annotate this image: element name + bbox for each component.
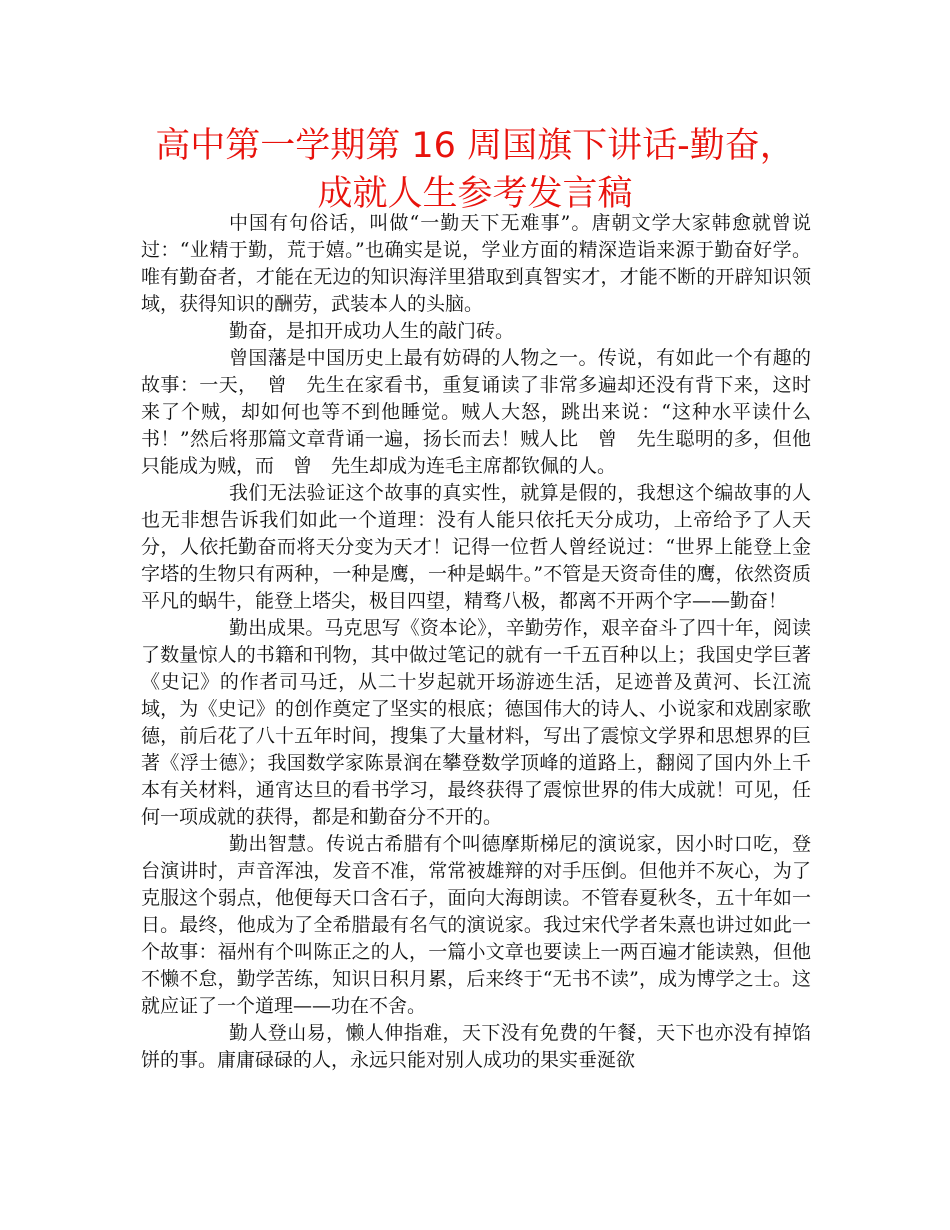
document-body	[141, 210, 811, 1074]
title-line-1: 高中第一学期第 16 周国旗下讲话-勤奋，	[155, 126, 795, 166]
paragraph: 勤人登山易，懒人伸指难，天下没有免费的午餐，天下也亦没有掉馅饼的事。庸庸碌碌的人，永远只能对别人成功的果实垂涎欲	[141, 1022, 811, 1071]
document-title	[140, 122, 810, 218]
paragraph: 勤奋，是扣开成功人生的敲门砖。	[229, 320, 515, 342]
paragraph: 曾国藩是中国历史上最有妨碍的人物之一。传说，有如此一个有趣的故事：一天， 曾 先生在家看书，重复诵读了非常多遍却还没有背下来，这时来了个贼，却如何也等不到他睡觉。贼人大怒，跳出来说：“这种水平读什么书！”然后将那篇文章背诵一遍，扬长而去！贼人比 曾 先生聪明的多，但他只能成为贼，而 曾 先生却成为连毛主席都钦佩的人。	[141, 347, 811, 477]
title-line-2: 成就人生参考发言稿	[317, 174, 633, 214]
paragraph: 勤出成果。马克思写《资本论》，辛勤劳作，艰辛奋斗了四十年，阅读了数量惊人的书籍和刊物，其中做过笔记的就有一千五百种以上；我国史学巨著《史记》的作者司马迁，从二十岁起就开场游迹生活，足迹普及黄河、长江流域，为《史记》的创作奠定了坚实的根底；德国伟大的诗人、小说家和戏剧家歌德，前后花了八十五年时间，搜集了大量材料，写出了震惊文学界和思想界的巨著《浮士德》；我国数学家陈景润在攀登数学顶峰的道路上，翻阅了国内外上千本有关材料，通宵达旦的看书学习，最终获得了震惊世界的伟大成就！可见，任何一项成就的获得，都是和勤奋分不开的。	[141, 617, 811, 828]
paragraph: 中国有句俗话，叫做“一勤天下无难事”。唐朝文学大家韩愈就曾说过：“业精于勤，荒于嬉。”也确实是说，学业方面的精深造诣来源于勤奋好学。唯有勤奋者，才能在无边的知识海洋里猎取到真智实才，才能不断的开辟知识领域，获得知识的酬劳，武装本人的头脑。	[141, 212, 811, 315]
paragraph: 勤出智慧。传说古希腊有个叫德摩斯梯尼的演说家，因小时口吃，登台演讲时，声音浑浊，发音不准，常常被雄辩的对手压倒。但他并不灰心，为了克服这个弱点，他便每天口含石子，面向大海朗读。不管春夏秋冬，五十年如一日。最终，他成为了全希腊最有名气的演说家。我过宋代学者朱熹也讲过如此一个故事：福州有个叫陈正之的人，一篇小文章也要读上一两百遍才能读熟，但他不懒不怠，勤学苦练，知识日积月累，后来终于“无书不读”，成为博学之士。这就应证了一个道理——功在不舍。	[141, 833, 811, 1017]
paragraph: 我们无法验证这个故事的真实性，就算是假的，我想这个编故事的人也无非想告诉我们如此一个道理：没有人能只依托天分成功，上帝给予了人天分，人依托勤奋而将天分变为天才！记得一位哲人曾经说过：“世界上能登上金字塔的生物只有两种，一种是鹰，一种是蜗牛。”不管是天资奇佳的鹰，依然资质平凡的蜗牛，能登上塔尖，极目四望，精骛八极，都离不开两个字——勤奋！	[141, 482, 811, 612]
